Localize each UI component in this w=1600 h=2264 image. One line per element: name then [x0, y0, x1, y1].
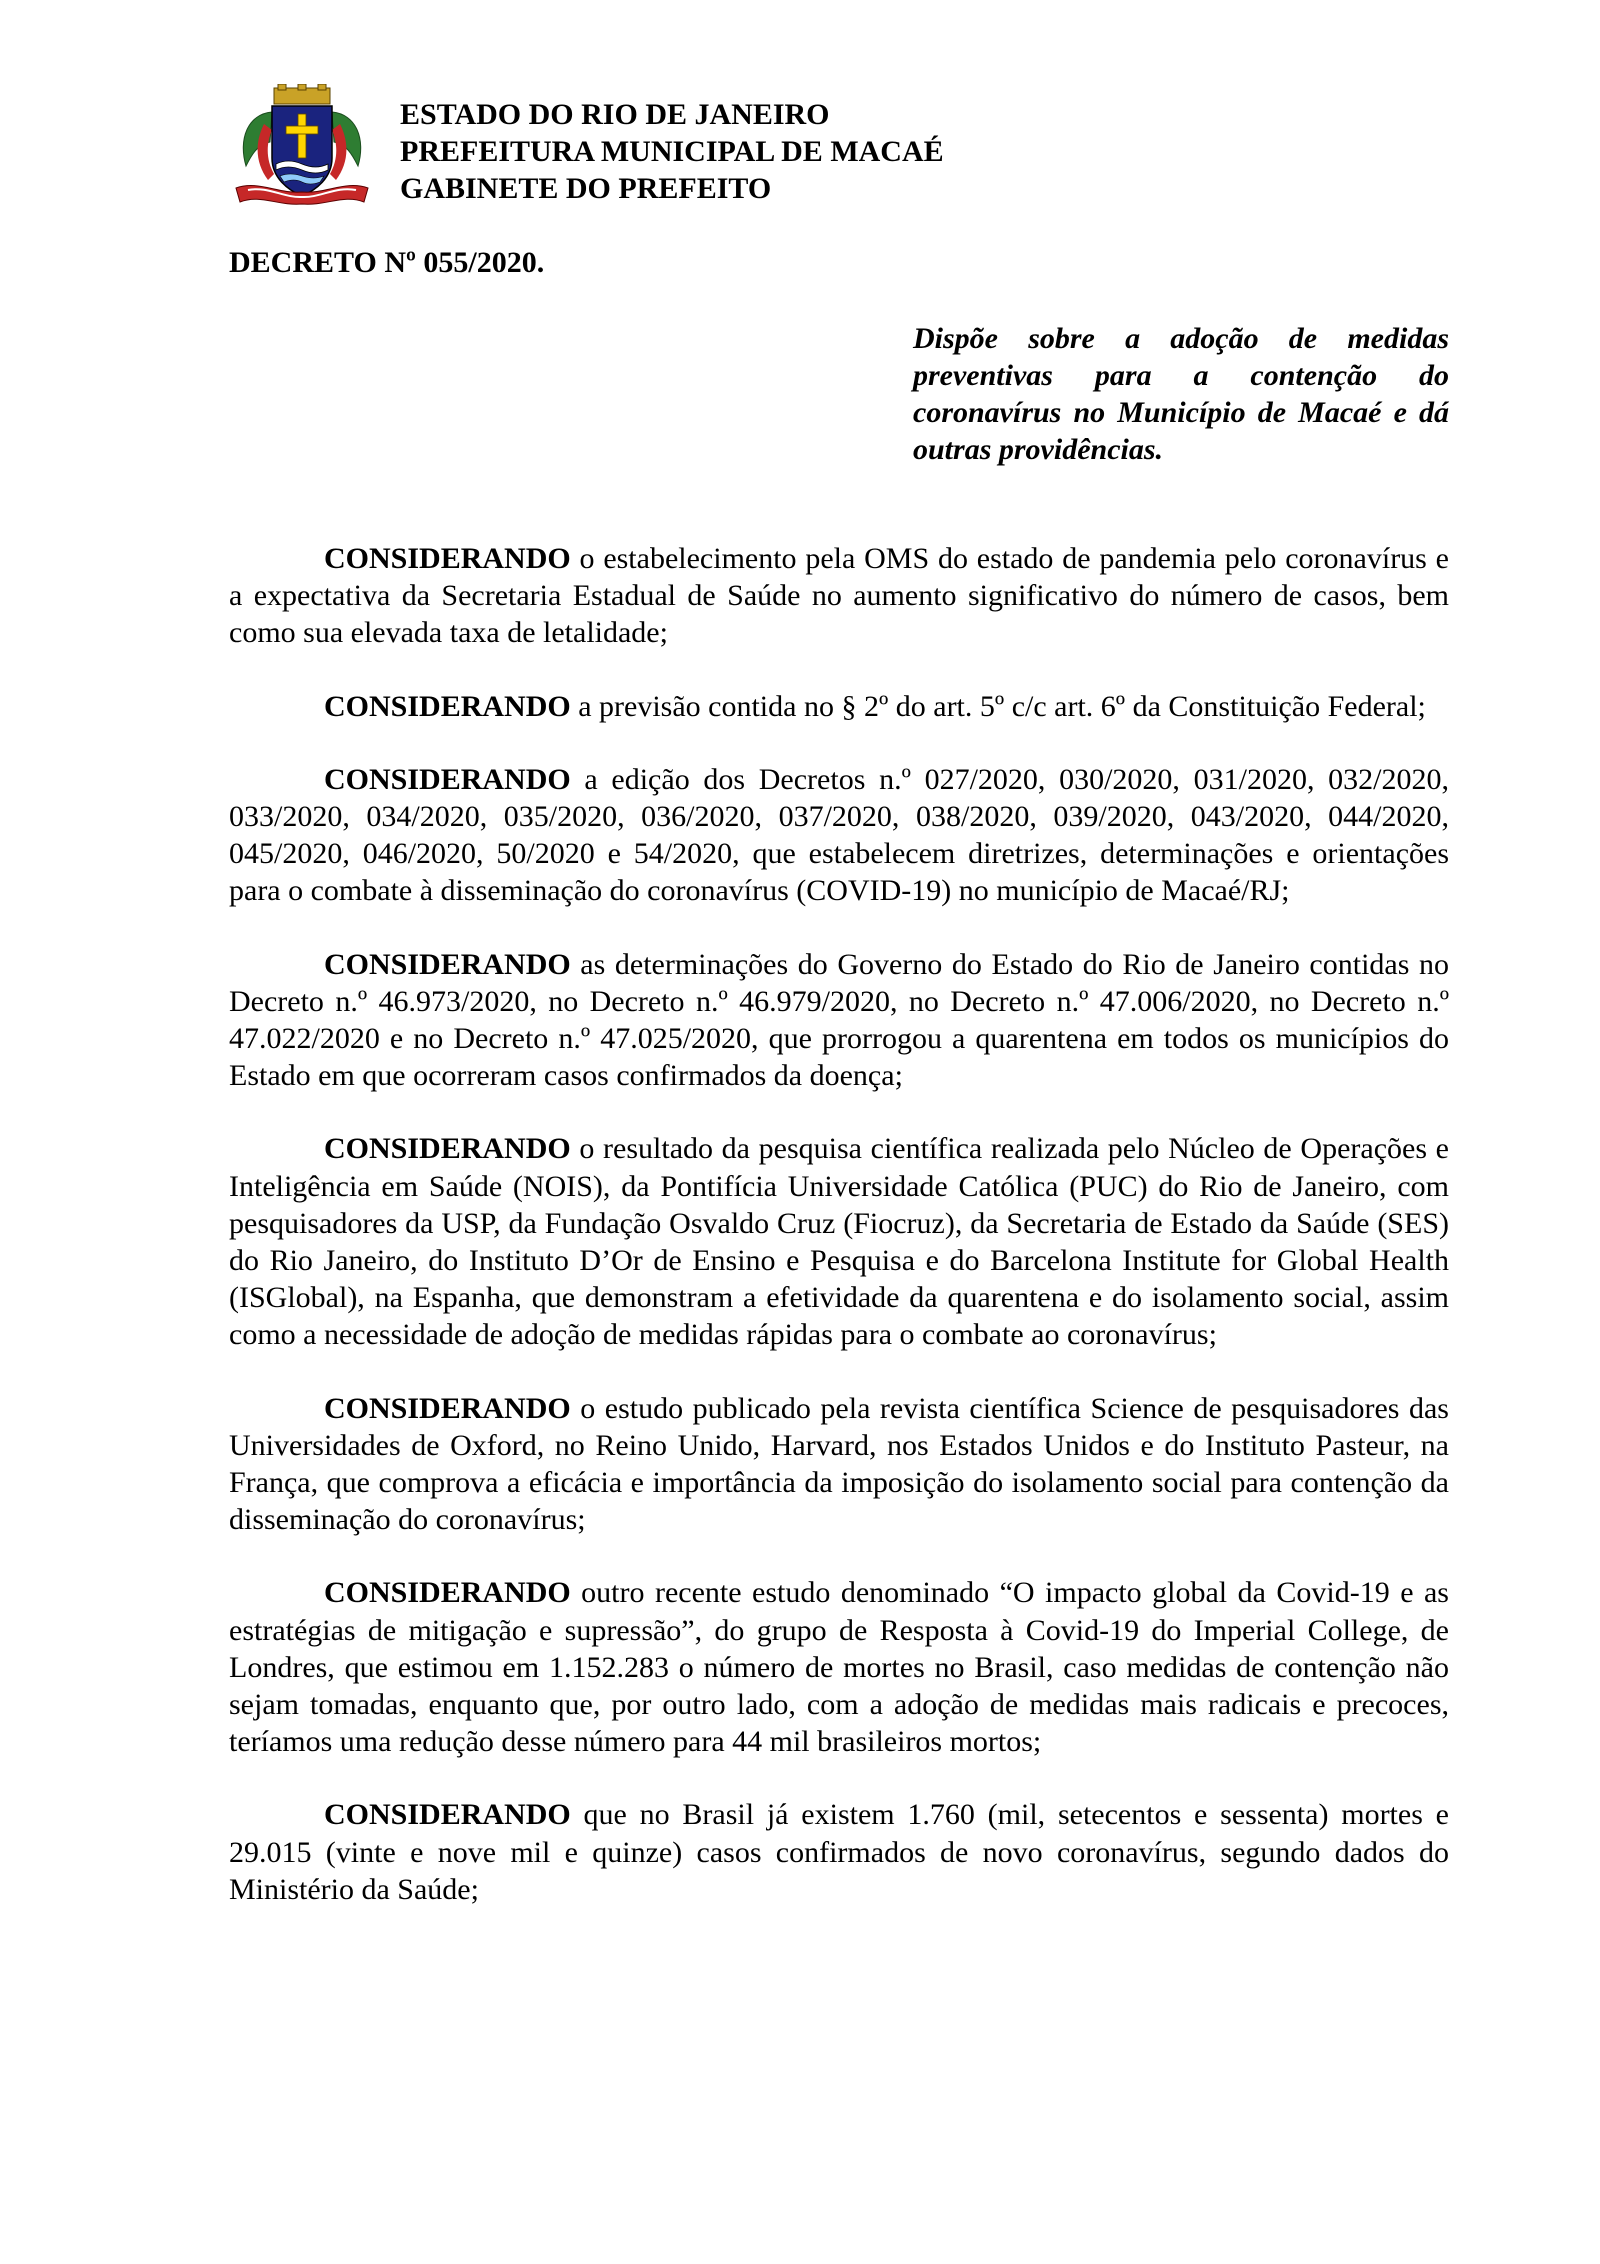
paragraph-text: que no Brasil já existem 1.760 (mil, setecentos e sessenta) mortes e 29.015 (vinte e nove mil e quinze) casos confirmados de novo coronavírus, segundo dados do Ministério da Saúde;: [229, 1798, 1449, 1906]
paragraph-text: o estabelecimento pela OMS do estado de pandemia pelo coronavírus e a expectativa da Secretaria Estadual de Saúde no aumento significativo do número de casos, bem como sua elevada taxa de letalidade;: [229, 542, 1449, 650]
decree-body: [229, 540, 1449, 1944]
considerando-paragraph: [229, 1390, 1449, 1539]
header-office: GABINETE DO PREFEITO: [400, 172, 772, 205]
decree-number: DECRETO Nº 055/2020.: [229, 246, 545, 279]
considerando-keyword: CONSIDERANDO: [324, 1132, 571, 1166]
considerando-keyword: CONSIDERANDO: [324, 762, 571, 796]
considerando-keyword: CONSIDERANDO: [324, 947, 571, 981]
header-state: ESTADO DO RIO DE JANEIRO: [400, 98, 830, 131]
header-prefecture: PREFEITURA MUNICIPAL DE MACAÉ: [400, 135, 944, 168]
considerando-keyword: CONSIDERANDO: [324, 1576, 571, 1610]
paragraph-text: a previsão contida no § 2º do art. 5º c/c art. 6º da Constituição Federal;: [570, 689, 1426, 723]
issuer-header: [400, 96, 944, 207]
paragraph-text: o resultado da pesquisa científica realizada pelo Núcleo de Operações e Inteligência em Saúde (NOIS), da Pontifícia Universidade Católica (PUC) do Rio de Janeiro, com pesquisadores da USP, da Fundação Osvaldo Cruz (Fiocruz), da Secretaria de Estado da Saúde (SES) do Rio Janeiro, do Instituto D’Or de Ensino e Pesquisa e do Barcelona Institute for Global Health (ISGlobal), na Espanha, que demonstram a efetividade da quarentena e do isolamento social, assim como a necessidade de adoção de medidas rápidas para o combate ao coronavírus;: [229, 1132, 1449, 1352]
considerando-paragraph: [229, 1130, 1449, 1353]
paragraph-text: outro recente estudo denominado “O impacto global da Covid-19 e as estratégias de mitigação e supressão”, do grupo de Resposta à Covid-19 do Imperial College, de Londres, que estimou em 1.152.283 o número de mortes no Brasil, caso medidas de contenção não sejam tomadas, enquanto que, por outro lado, com a adoção de medidas mais radicais e precoces, teríamos uma redução desse número para 44 mil brasileiros mortos;: [229, 1576, 1449, 1759]
decree-summary: Dispõe sobre a adoção de medidas preventivas para a contenção do coronavírus no Município de Macaé e dá outras providências.: [913, 322, 1449, 466]
considerando-paragraph: [229, 688, 1449, 725]
paragraph-text: o estudo publicado pela revista científica Science de pesquisadores das Universidades de Oxford, no Reino Unido, Harvard, nos Estados Unidos e do Instituto Pasteur, na França, que comprova a eficácia e importância da imposição do isolamento social para contenção da disseminação do coronavírus;: [229, 1391, 1449, 1537]
municipal-coat-of-arms-icon: [228, 84, 376, 214]
considerando-keyword: CONSIDERANDO: [324, 689, 571, 723]
considerando-keyword: CONSIDERANDO: [324, 542, 571, 575]
considerando-keyword: CONSIDERANDO: [324, 1391, 571, 1425]
considerando-paragraph: [229, 946, 1449, 1095]
considerando-keyword: CONSIDERANDO: [324, 1798, 571, 1832]
paragraph-text: a edição dos Decretos n.º 027/2020, 030/2020, 031/2020, 032/2020, 033/2020, 034/2020, 035/2020, 036/2020, 037/2020, 038/2020, 039/2020, 043/2020, 044/2020, 045/2020, 046/2020, 50/2020 e 54/2020, que estabelecem diretrizes, determinações e orientações para o combate à disseminação do coronavírus (COVID-19) no município de Macaé/RJ;: [229, 762, 1449, 908]
considerando-paragraph: [229, 540, 1449, 652]
considerando-paragraph: [229, 1796, 1449, 1908]
considerando-paragraph: [229, 1574, 1449, 1760]
paragraph-text: as determinações do Governo do Estado do Rio de Janeiro contidas no Decreto n.º 46.973/2020, no Decreto n.º 46.979/2020, no Decreto n.º 47.006/2020, no Decreto n.º 47.022/2020 e no Decreto n.º 47.025/2020, que prorrogou a quarentena em todos os municípios do Estado em que ocorreram casos confirmados da doença;: [229, 947, 1449, 1093]
considerando-paragraph: [229, 761, 1449, 910]
